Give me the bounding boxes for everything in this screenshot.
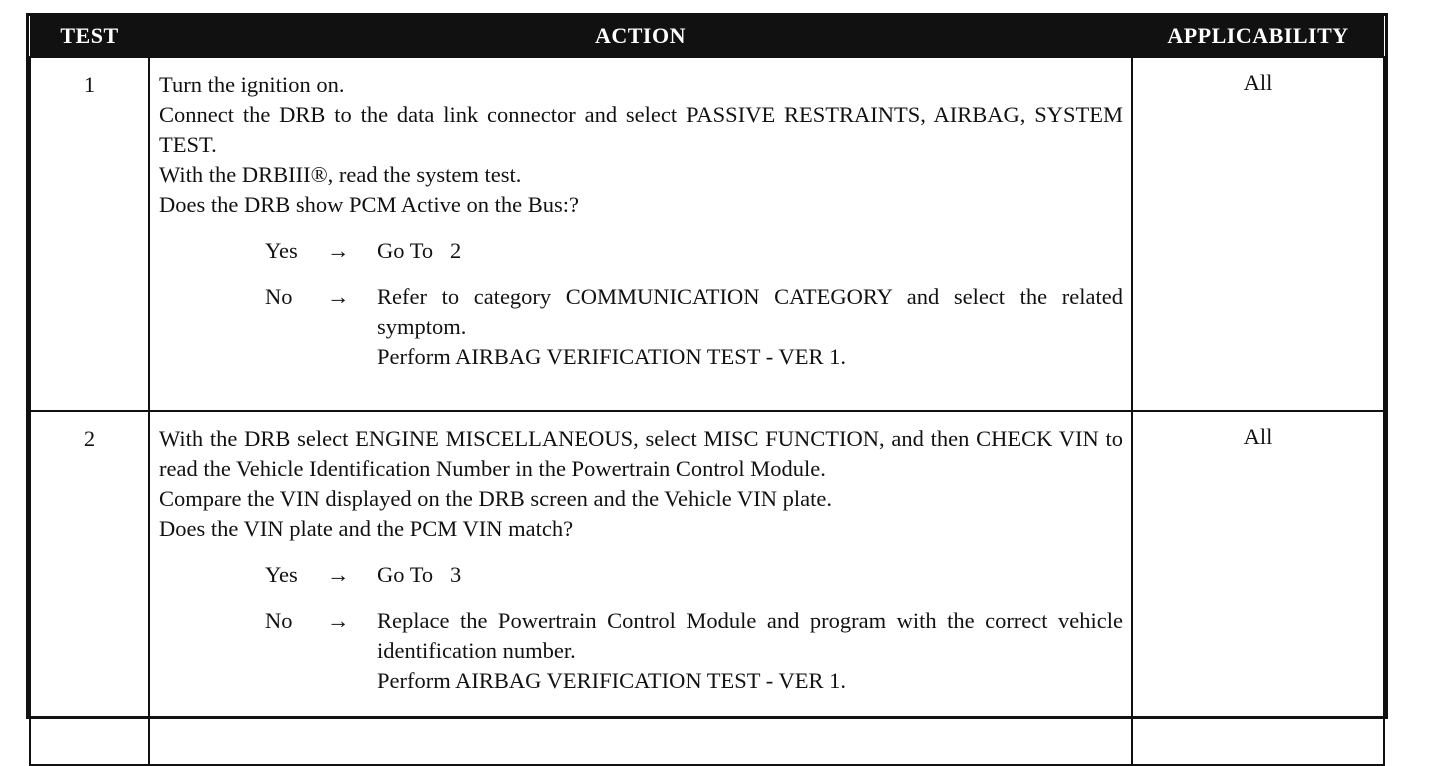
action-step: With the DRB select ENGINE MISCELLANEOUS, select MISC FUNCTION, and then CHECK VIN to read the Vehicle Identification Number in the Powertrain Control Module. [159,426,1123,481]
answer-yes-label: Yes [265,562,298,587]
applicability-cell: All [1132,411,1384,765]
table-row [30,57,1384,411]
answer-no-line: Perform AIRBAG VERIFICATION TEST - VER 1. [377,344,846,369]
action-cell [149,57,1132,411]
answer-yes-text: Go To 3 [377,562,462,587]
answer-no-line: Perform AIRBAG VERIFICATION TEST - VER 1. [377,668,846,693]
action-step: With the DRBIII®, read the system test. [159,162,522,187]
action-step: Turn the ignition on. [159,72,345,97]
answer-options [159,236,1123,372]
action-step: Compare the VIN displayed on the DRB screen and the Vehicle VIN plate. [159,486,832,511]
test-number: 1 [30,57,149,411]
header-action: ACTION [149,16,1132,57]
answer-no-line: Replace the Powertrain Control Module and program with the correct vehicle identification number. [377,608,1123,663]
table-row [30,411,1384,765]
action-cell [149,411,1132,765]
answer-no-text [377,606,1123,696]
answer-no [265,282,1123,372]
header-applicability: APPLICABILITY [1132,16,1384,57]
arrow-right-icon: → [327,608,350,633]
action-question: Does the VIN plate and the PCM VIN match? [159,516,574,541]
test-table [29,16,1385,766]
answer-options [159,560,1123,696]
answer-no-line: Refer to category COMMUNICATION CATEGORY and select the related symptom. [377,284,1123,339]
answer-no-text [377,282,1123,372]
answer-yes [265,560,1123,590]
arrow-right-icon: → [327,562,350,587]
answer-no [265,606,1123,696]
answer-no-label: No [265,608,293,633]
answer-yes-label: Yes [265,238,298,263]
table-header-row [30,16,1384,57]
arrow-right-icon: → [327,238,350,263]
answer-yes [265,236,1123,266]
test-number: 2 [30,411,149,765]
answer-yes-text: Go To 2 [377,238,462,263]
diagnostic-test-table [26,13,1388,719]
arrow-right-icon: → [327,284,350,309]
applicability-cell: All [1132,57,1384,411]
action-step: Connect the DRB to the data link connector and select PASSIVE RESTRAINTS, AIRBAG, SYSTEM TEST. [159,102,1123,157]
action-question: Does the DRB show PCM Active on the Bus:? [159,192,579,217]
answer-no-label: No [265,284,293,309]
header-test: TEST [30,16,149,57]
